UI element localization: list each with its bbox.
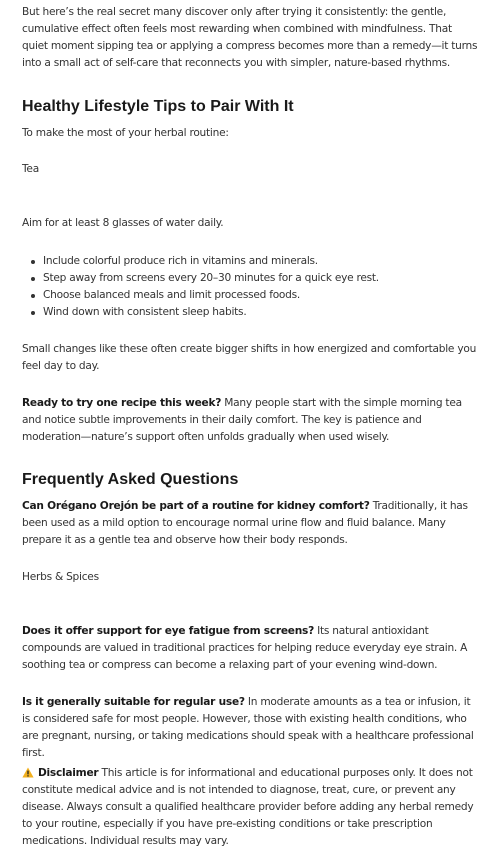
faq-item-eye (22, 623, 480, 674)
disclaimer-label: Disclaimer (38, 767, 99, 779)
disclaimer-paragraph (22, 765, 480, 850)
faq-question: Is it generally suitable for regular use? (22, 696, 245, 708)
cta-bold: Ready to try one recipe this week? (22, 397, 222, 409)
faq-answer: Traditionally, it has been used as a mild option to encourage normal urine flow and fluid balance. Many prepare it as a gentle tea and observe how their body responds. (22, 500, 468, 546)
tips-list (22, 253, 482, 321)
list-item: Step away from screens every 20–30 minutes for a quick eye rest. (22, 270, 482, 287)
list-item: Wind down with consistent sleep habits. (22, 304, 482, 321)
faq-question: Can Orégano Orejón be part of a routine for kidney comfort? (22, 500, 370, 512)
warning-icon (22, 765, 35, 782)
faq-answer: In moderate amounts as a tea or infusion, it is considered safe for most people. However, those with existing health conditions, who are pregnant, nursing, or taking medications should speak with a healthcare professional first. (22, 696, 474, 759)
list-item: Include colorful produce rich in vitamins and minerals. (22, 253, 482, 270)
lifestyle-closing: Small changes like these often create bigger shifts in how energized and comfortable you feel day to day. (22, 343, 477, 372)
lifestyle-heading: Healthy Lifestyle Tips to Pair With It (22, 98, 294, 115)
water-tip: Aim for at least 8 glasses of water daily. (22, 217, 224, 229)
list-item: Choose balanced meals and limit processed foods. (22, 287, 482, 304)
faq-question: Does it offer support for eye fatigue from screens? (22, 625, 314, 637)
faq-answer: Its natural antioxidant compounds are valued in traditional practices for helping reduce everyday eye strain. A soothing tea or compress can become a relaxing part of your evening wind-down. (22, 625, 468, 671)
cta-text: Many people start with the simple morning tea and notice subtle improvements in their daily comfort. The key is patience and moderation—nature’s support often unfolds gradually when used wisely. (22, 397, 462, 443)
category-tag-herbs-spices[interactable]: Herbs & Spices (22, 571, 99, 583)
intro-paragraph: But here’s the real secret many discover only after trying it consistently: the gentle, cumulative effect often feels most rewarding when combined with mindfulness. That quiet moment sipping tea or applying a compress becomes more than a remedy—it turns into a small act of self-care that reconnects you with simpler, nature-based rhythms. (22, 6, 478, 69)
faq-item-regular-use (22, 694, 480, 762)
faq-item-kidney (22, 498, 480, 549)
lifestyle-lead: To make the most of your herbal routine: (22, 127, 229, 139)
faq-heading: Frequently Asked Questions (22, 471, 239, 488)
disclaimer-text: This article is for informational and educational purposes only. It does not constitute medical advice and is not intended to diagnose, treat, cure, or prevent any disease. Always consult a qualified healthcare provider before adding any herbal remedy to your routine, especially if you have pre-existing conditions or take prescription medications. Individual results may vary. (22, 767, 474, 847)
cta-paragraph (22, 395, 480, 446)
category-tag-tea[interactable]: Tea (22, 163, 39, 175)
